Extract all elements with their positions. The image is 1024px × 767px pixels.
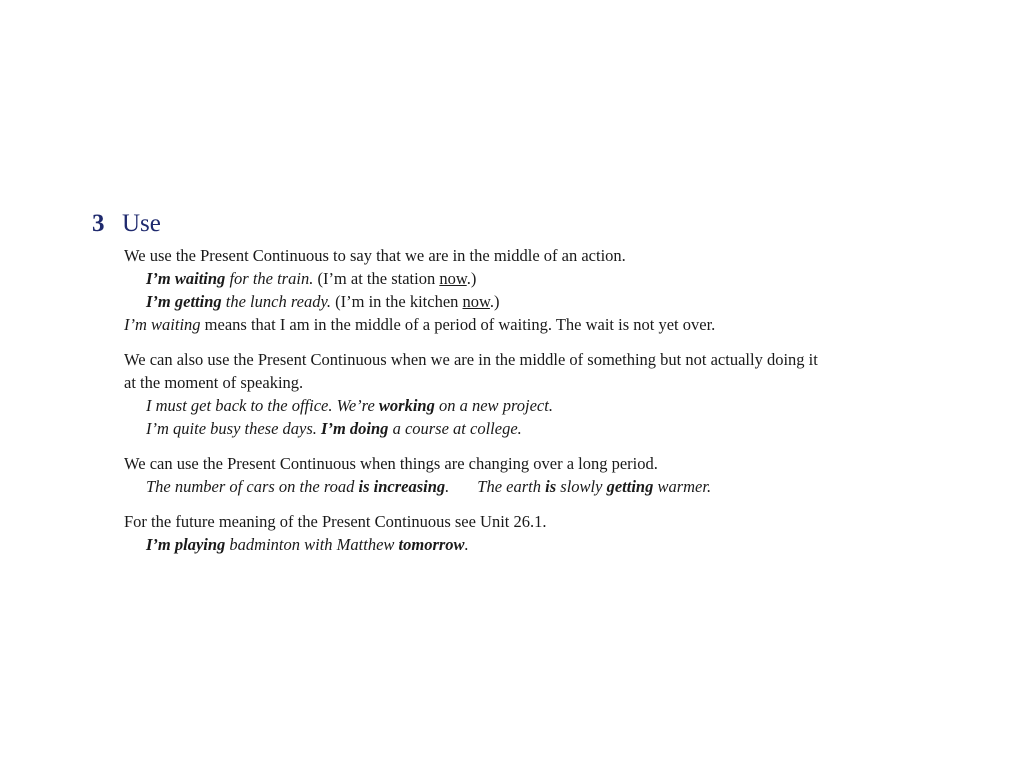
- example-italic: I’m quite busy these days.: [146, 419, 317, 438]
- p3-examples: [124, 475, 924, 498]
- example-bold: tomorrow: [398, 535, 465, 554]
- p2-intro-line-1: We can also use the Present Continuous when we are in the middle of something but not actually doing it: [124, 350, 818, 369]
- paragraph-gap: [124, 440, 924, 452]
- p1-example-1: [124, 267, 924, 290]
- example-underlined: now: [462, 292, 490, 311]
- example-plain: (I’m at the station: [313, 269, 440, 288]
- p4-intro: For the future meaning of the Present Continuous see Unit 26.1.: [124, 512, 547, 531]
- example-italic-end: on a new project.: [434, 396, 553, 415]
- paragraph-gap: [124, 336, 924, 348]
- note-plain: means that I am in the middle of a period of waiting. The wait is not yet over.: [200, 315, 716, 334]
- p2-example-2: [124, 417, 924, 440]
- example-bold: working: [374, 396, 435, 415]
- p1-note: [124, 313, 924, 336]
- note-italic: I’m waiting: [124, 315, 201, 334]
- example-italic-end: warmer.: [653, 477, 712, 496]
- paragraph-gap: [124, 498, 924, 510]
- example-italic: I must get back to the office. We’re: [146, 396, 375, 415]
- p2-intro-line-2: at the moment of speaking.: [124, 373, 304, 392]
- example-plain: (I’m in the kitchen: [331, 292, 463, 311]
- p2-example-1: [124, 394, 924, 417]
- section-number: 3: [92, 210, 105, 237]
- p1-example-2: [124, 290, 924, 313]
- example-bold: I’m waiting: [146, 269, 226, 288]
- p4-example: [124, 533, 924, 556]
- example-italic: badminton with Matthew: [225, 535, 399, 554]
- example-underlined: now: [439, 269, 467, 288]
- example-end: .: [464, 535, 469, 554]
- example-bold: I’m getting: [146, 292, 222, 311]
- example-bold: I’m doing: [316, 419, 389, 438]
- example-italic: The earth: [477, 477, 546, 496]
- p1-intro: We use the Present Continuous to say that we are in the middle of an action.: [124, 246, 626, 265]
- section-body: [124, 244, 924, 556]
- section-title: Use: [122, 210, 161, 237]
- p3-intro: We can use the Present Continuous when things are changing over a long period.: [124, 454, 658, 473]
- example-bold: is increasing: [358, 477, 446, 496]
- example-italic: The number of cars on the road: [146, 477, 359, 496]
- example-italic: slowly: [556, 477, 607, 496]
- section-heading: [92, 209, 161, 239]
- example-bold: I’m playing: [146, 535, 226, 554]
- example-bold: getting: [606, 477, 654, 496]
- example-bold: is: [545, 477, 557, 496]
- example-italic: for the train.: [225, 269, 314, 288]
- example-italic-end: a course at college.: [388, 419, 522, 438]
- example-end: .: [445, 477, 450, 496]
- example-italic: the lunch ready.: [221, 292, 332, 311]
- example-plain-end: .): [489, 292, 500, 311]
- example-plain-end: .): [466, 269, 477, 288]
